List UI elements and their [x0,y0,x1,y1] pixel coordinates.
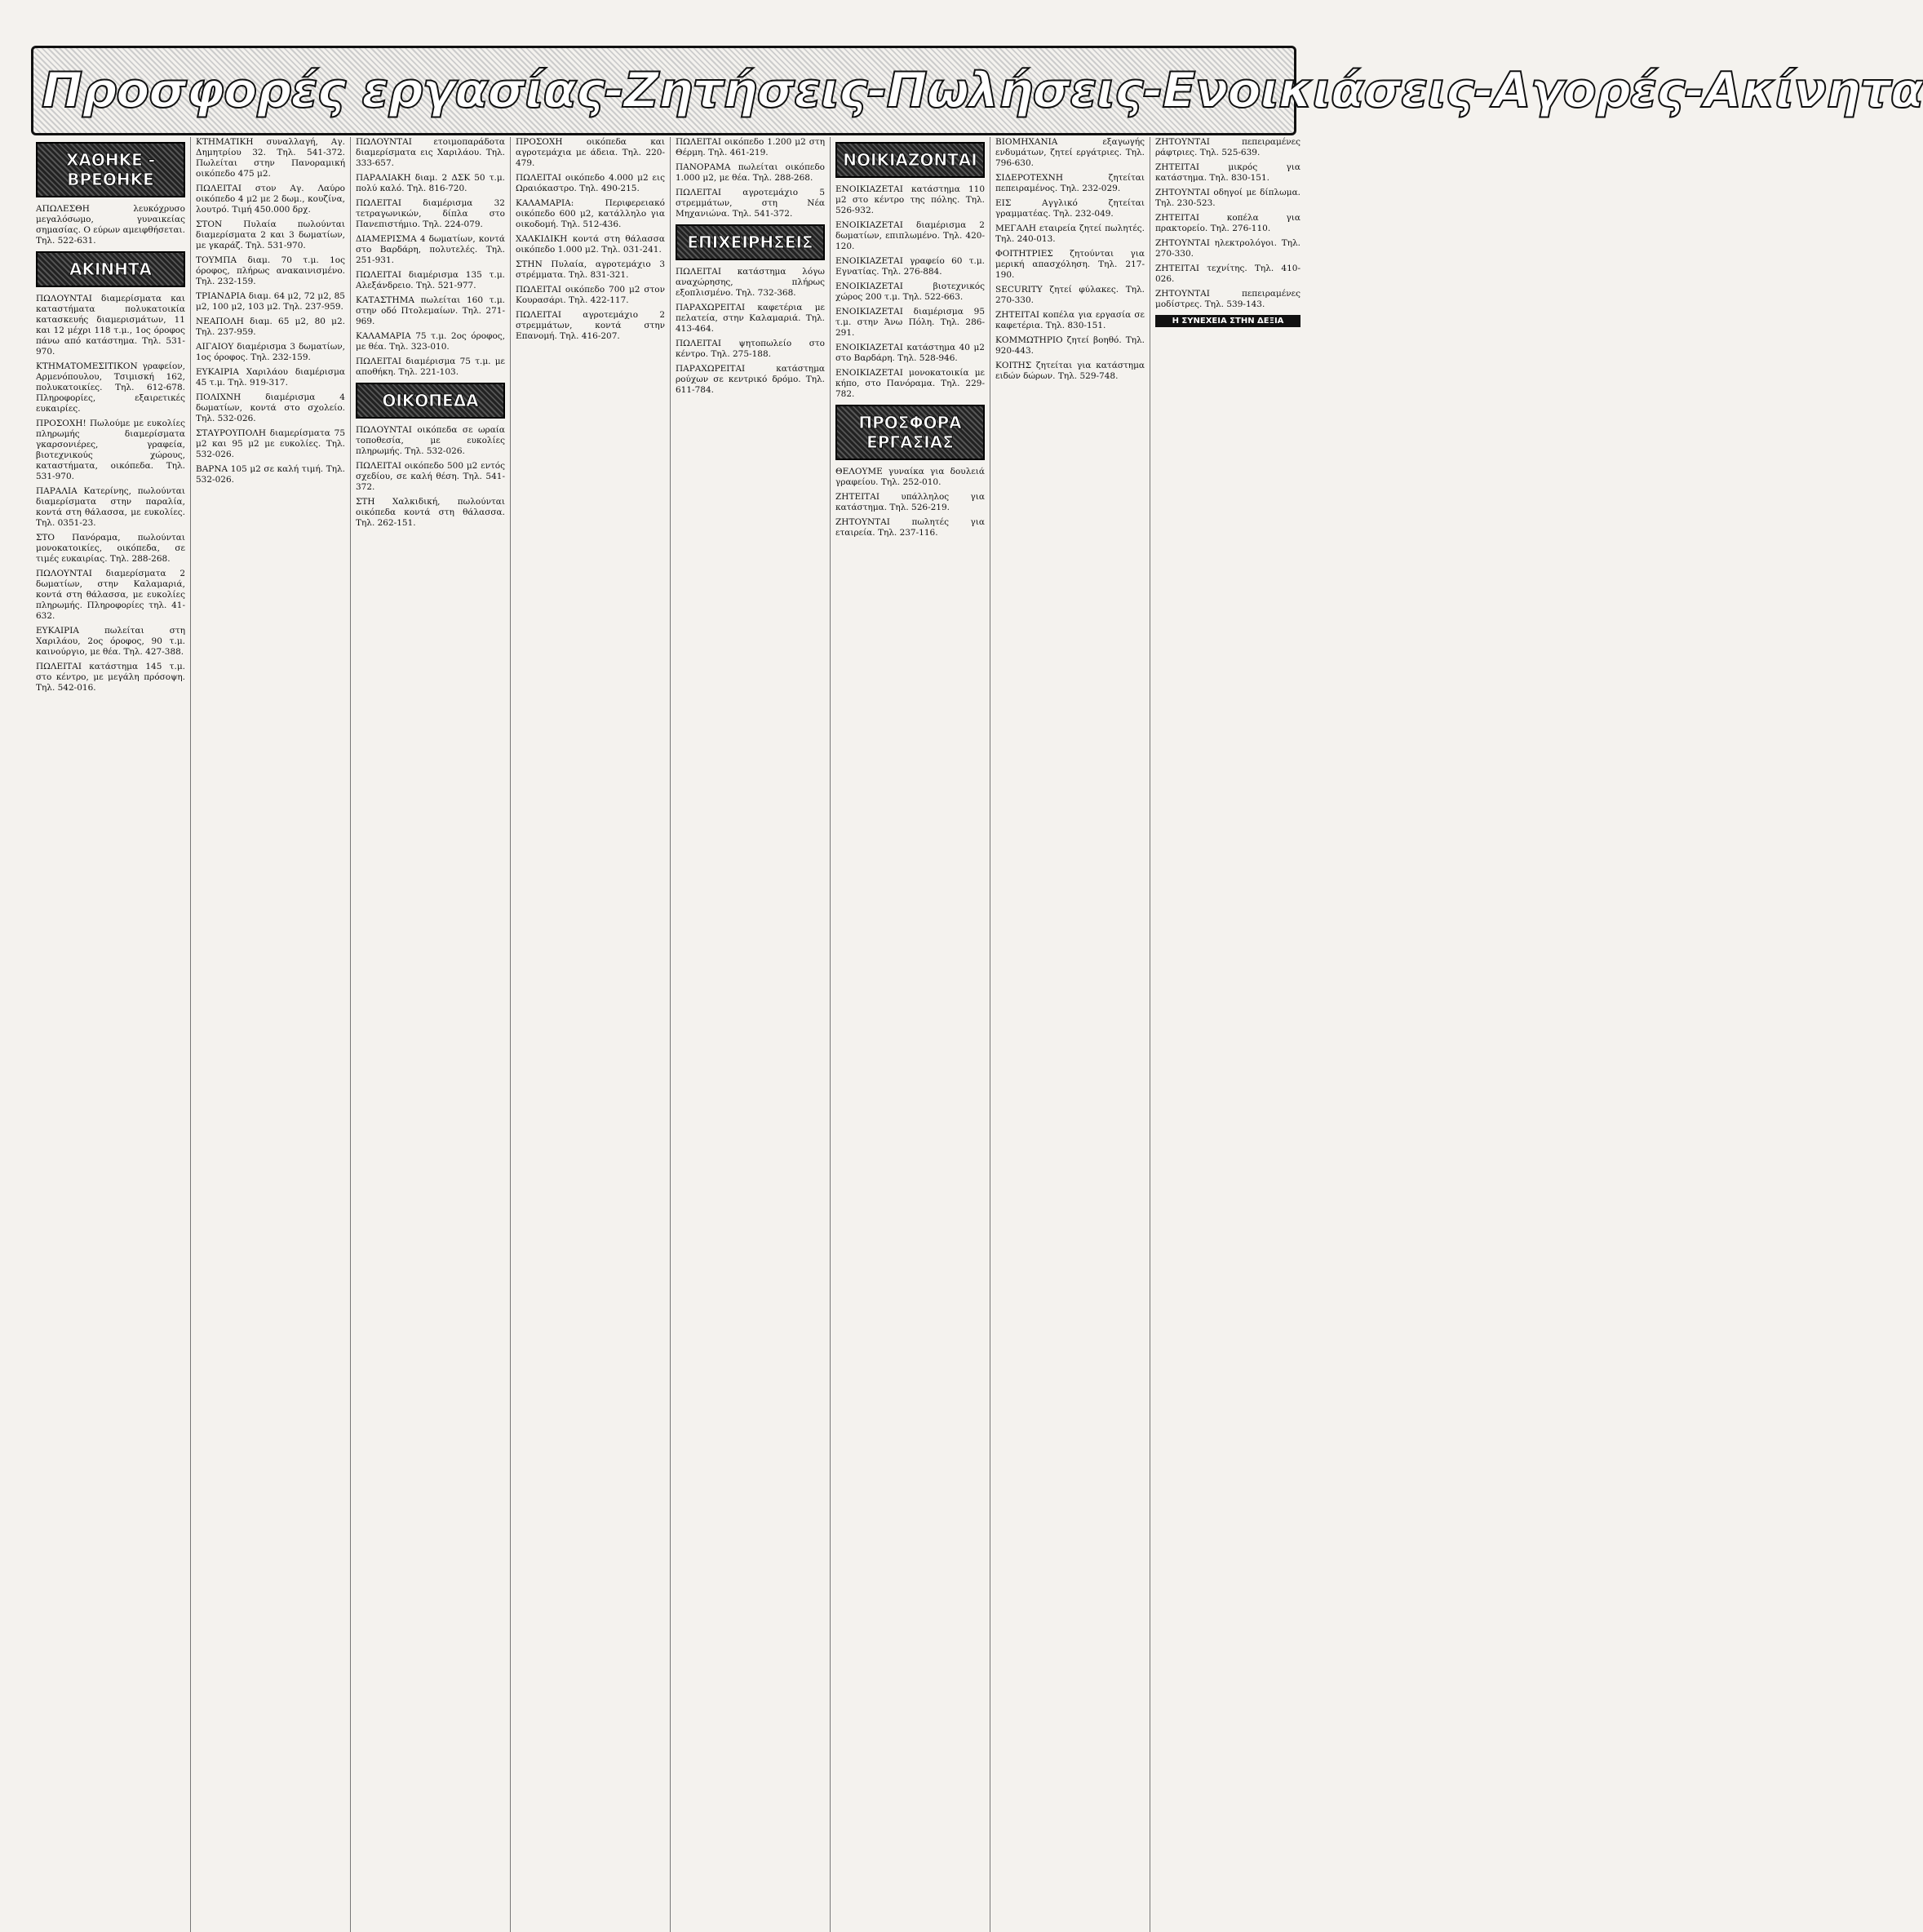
classified-ad: ΑΠΩΛΕΣΘΗ λευκόχρυσο μεγαλόσωμο, γυναικείας σημασίας. Ο εύρων αμειφθήσεται. Τηλ. 522-631. [36,204,185,246]
classified-ad: ΕΙΣ Αγγλικό ζητείται γραμματέας. Τηλ. 232-049. [995,198,1145,219]
classified-ad: ΕΝΟΙΚΙΑΖΕΤΑΙ κατάστημα 110 μ2 στο κέντρο της πόλης. Τηλ. 526-932. [835,184,985,215]
classified-ad: ΖΗΤΟΥΝΤΑΙ πωλητές για εταιρεία. Τηλ. 237-116. [835,517,985,538]
classified-ad: ΠΩΛΕΙΤΑΙ οικόπεδο 4.000 μ2 εις Ωραιόκαστρο. Τηλ. 490-215. [516,173,665,193]
classified-ad: ΚΟΙΤΗΣ ζητείται για κατάστημα ειδών δώρων. Τηλ. 529-748. [995,361,1145,381]
classified-ad: ΠΩΛΟΥΝΤΑΙ διαμερίσματα 2 δωματίων, στην Καλαμαριά, κοντά στη θάλασσα, με ευκολίες πληρωμής. Πληροφορίες τηλ. 41-632. [36,569,185,621]
continuation-note: Η ΣΥΝΕΧΕΙΑ ΣΤΗΝ ΔΕΞΙΑ [1155,315,1300,327]
classified-ad: ΕΥΚΑΙΡΙΑ Χαριλάου διαμέρισμα 45 τ.μ. Τηλ. 919-317. [196,367,345,388]
classified-ad: ΤΡΙΑΝΔΡΙΑ διαμ. 64 μ2, 72 μ2, 85 μ2, 100 μ2, 103 μ2. Τηλ. 237-959. [196,291,345,312]
classified-ad: ΣΤΟΝ Πυλαία πωλούνται διαμερίσματα 2 και 3 δωματίων, με γκαράζ. Τηλ. 531-970. [196,219,345,250]
classified-ad: ΠΩΛΕΙΤΑΙ κατάστημα λόγω αναχώρησης, πλήρως εξοπλισμένο. Τηλ. 732-368. [676,267,825,298]
classified-ad: ΠΑΡΑΛΙΑΚΗ διαμ. 2 ΔΣΚ 50 τ.μ. πολύ καλό. Τηλ. 816-720. [356,173,505,193]
column-2 [191,137,351,1932]
classified-ad: ΖΗΤΕΙΤΑΙ μικρός για κατάστημα. Τηλ. 830-151. [1155,162,1300,183]
classified-ad: ΕΝΟΙΚΙΑΖΕΤΑΙ διαμέρισμα 95 τ.μ. στην Άνω Πόλη. Τηλ. 286-291. [835,307,985,338]
classified-ad: ΣΤΑΥΡΟΥΠΟΛΗ διαμερίσματα 75 μ2 και 95 μ2 με ευκολίες. Τηλ. 532-026. [196,428,345,459]
classified-ad: ΣΤΗΝ Πυλαία, αγροτεμάχιο 3 στρέμματα. Τηλ. 831-321. [516,259,665,280]
classified-ad: ΠΩΛΕΙΤΑΙ αγροτεμάχιο 2 στρεμμάτων, κοντά στην Επανομή. Τηλ. 416-207. [516,310,665,341]
classified-ad: ΜΕΓΑΛΗ εταιρεία ζητεί πωλητές. Τηλ. 240-013. [995,224,1145,244]
classified-ad: ΒΙΟΜΗΧΑΝΙΑ εξαγωγής ενδυμάτων, ζητεί εργάτριες. Τηλ. 796-630. [995,137,1145,168]
classified-ad: ΖΗΤΕΙΤΑΙ υπάλληλος για κατάστημα. Τηλ. 526-219. [835,492,985,512]
classified-ad: ΠΩΛΕΙΤΑΙ διαμέρισμα 32 τετραγωνικών, δίπλα στο Πανεπιστήμιο. Τηλ. 224-079. [356,198,505,229]
classified-ad: ΔΙΑΜΕΡΙΣΜΑ 4 δωματίων, κοντά στο Βαρδάρη, πολυτελές. Τηλ. 251-931. [356,234,505,265]
classified-ad: ΖΗΤΕΙΤΑΙ κοπέλα για εργασία σε καφετέρια. Τηλ. 830-151. [995,310,1145,330]
column-3 [351,137,511,1932]
columns-container [31,137,1305,1932]
classified-ad: ΚΟΜΜΩΤΗΡΙΟ ζητεί βοηθό. Τηλ. 920-443. [995,335,1145,356]
classified-ad: ΣΤΗ Χαλκιδική, πωλούνται οικόπεδα κοντά στη θάλασσα. Τηλ. 262-151. [356,497,505,528]
classified-ad: SECURITY ζητεί φύλακες. Τηλ. 270-330. [995,285,1145,305]
classified-ad: ΕΥΚΑΙΡΙΑ πωλείται στη Χαριλάου, 2ος όροφος, 90 τ.μ. καινούργιο, με θέα. Τηλ. 427-388. [36,626,185,657]
classified-ad: ΕΝΟΙΚΙΑΖΕΤΑΙ διαμέρισμα 2 δωματίων, επιπλωμένο. Τηλ. 420-120. [835,220,985,251]
classified-ad: ΚΑΤΑΣΤΗΜΑ πωλείται 160 τ.μ. στην οδό Πτολεμαίων. Τηλ. 271-969. [356,295,505,326]
column-6 [831,137,990,1932]
classified-ad: ΖΗΤΟΥΝΤΑΙ ηλεκτρολόγοι. Τηλ. 270-330. [1155,238,1300,259]
classified-ad: ΚΤΗΜΑΤΟΜΕΣΙΤΙΚΟΝ γραφείον, Αρμενόπουλου, Τσιμισκή 162, πολυκατοικίες. Τηλ. 612-678. Πληροφορίες, εξαιρετικές ευκαιρίες. [36,361,185,414]
section-header: ΕΠΙΧΕΙΡΗΣΕΙΣ [676,224,825,260]
section-header: ΟΙΚΟΠΕΔΑ [356,383,505,419]
classified-ad: ΕΝΟΙΚΙΑΖΕΤΑΙ κατάστημα 40 μ2 στο Βαρδάρη. Τηλ. 528-946. [835,343,985,363]
section-banner [31,46,1923,135]
classified-ad: ΑΙΓΑΙΟΥ διαμέρισμα 3 δωματίων, 1ος όροφος. Τηλ. 232-159. [196,342,345,362]
classified-ad: ΚΤΗΜΑΤΙΚΗ συναλλαγή, Αγ. Δημητρίου 32. Τηλ. 541-372. Πωλείται στην Πανοραμική οικόπεδο 475 μ2. [196,137,345,179]
classified-ad: ΖΗΤΟΥΝΤΑΙ πεπειραμένες ράφτριες. Τηλ. 525-639. [1155,137,1300,157]
column-7 [990,137,1150,1932]
classified-ad: ΕΝΟΙΚΙΑΖΕΤΑΙ βιοτεχνικός χώρος 200 τ.μ. Τηλ. 522-663. [835,281,985,302]
classified-ad: ΠΩΛΕΙΤΑΙ αγροτεμάχιο 5 στρεμμάτων, στη Νέα Μηχανιώνα. Τηλ. 541-372. [676,188,825,219]
classified-ad: ΤΟΥΜΠΑ διαμ. 70 τ.μ. 1ος όροφος, πλήρως ανακαινισμένο. Τηλ. 232-159. [196,255,345,286]
classified-ad: ΠΩΛΕΙΤΑΙ διαμέρισμα 135 τ.μ. Αλεξάνδρειο. Τηλ. 521-977. [356,270,505,290]
classified-ad: ΕΝΟΙΚΙΑΖΕΤΑΙ μονοκατοικία με κήπο, στο Πανόραμα. Τηλ. 229-782. [835,368,985,399]
classified-ad: ΠΩΛΕΙΤΑΙ στον Αγ. Λαύρο οικόπεδο 4 μ2 με 2 δωμ., κουζίνα, λουτρό. Τιμή 450.000 δρχ. [196,184,345,215]
classified-ad: ΠΑΝΟΡΑΜΑ πωλείται οικόπεδο 1.000 μ2, με θέα. Τηλ. 288-268. [676,162,825,183]
column-4 [511,137,671,1932]
classified-ad: ΠΩΛΟΥΝΤΑΙ οικόπεδα σε ωραία τοποθεσία, με ευκολίες πληρωμής. Τηλ. 532-026. [356,425,505,456]
classified-ad: ΚΑΛΑΜΑΡΙΑ: Περιφερειακό οικόπεδο 600 μ2, κατάλληλο για οικοδομή. Τηλ. 512-436. [516,198,665,229]
classified-ad: ΠΩΛΕΙΤΑΙ κατάστημα 145 τ.μ. στο κέντρο, με μεγάλη πρόσοψη. Τηλ. 542-016. [36,662,185,693]
classified-ad: ΠΩΛΕΙΤΑΙ ψητοπωλείο στο κέντρο. Τηλ. 275-188. [676,339,825,359]
classified-ad: ΣΤΟ Πανόραμα, πωλούνται μονοκατοικίες, οικόπεδα, σε τιμές ευκαιρίας. Τηλ. 288-268. [36,533,185,564]
section-header: ΝΟΙΚΙΑΖΟΝΤΑΙ [835,142,985,178]
classified-ad: ΖΗΤΟΥΝΤΑΙ οδηγοί με δίπλωμα. Τηλ. 230-523. [1155,188,1300,208]
classified-ad: ΠΩΛΕΙΤΑΙ οικόπεδο 1.200 μ2 στη Θέρμη. Τηλ. 461-219. [676,137,825,157]
classified-ad: ΣΙΔΕΡΟΤΕΧΝΗ ζητείται πεπειραμένος. Τηλ. 232-029. [995,173,1145,193]
classified-ad: ΕΝΟΙΚΙΑΖΕΤΑΙ γραφείο 60 τ.μ. Εγνατίας. Τηλ. 276-884. [835,256,985,277]
classified-ad: ΠΩΛΟΥΝΤΑΙ ετοιμοπαράδοτα διαμερίσματα εις Χαριλάου. Τηλ. 333-657. [356,137,505,168]
section-header: ΠΡΟΣΦΟΡΑ ΕΡΓΑΣΙΑΣ [835,405,985,460]
classified-ad: ΠΑΡΑΛΙΑ Κατερίνης, πωλούνται διαμερίσματα στην παραλία, κοντά στη θάλασσα, με ευκολίες. Τηλ. 0351-23. [36,486,185,528]
classified-ad: ΦΟΙΤΗΤΡΙΕΣ ζητούνται για μερική απασχόληση. Τηλ. 217-190. [995,249,1145,280]
classified-ad: ΖΗΤΕΙΤΑΙ κοπέλα για πρακτορείο. Τηλ. 276-110. [1155,213,1300,233]
classified-ad: ΠΩΛΕΙΤΑΙ διαμέρισμα 75 τ.μ. με αποθήκη. Τηλ. 221-103. [356,357,505,377]
classified-ad: ΝΕΑΠΟΛΗ διαμ. 65 μ2, 80 μ2. Τηλ. 237-959. [196,317,345,337]
classified-ad: ΒΑΡΝΑ 105 μ2 σε καλή τιμή. Τηλ. 532-026. [196,464,345,485]
classified-ad: ΖΗΤΕΙΤΑΙ τεχνίτης. Τηλ. 410-026. [1155,264,1300,284]
classified-ad: ΠΩΛΕΙΤΑΙ οικόπεδο 700 μ2 στον Κουρασάρι. Τηλ. 422-117. [516,285,665,305]
classified-ad: ΠΑΡΑΧΩΡΕΙΤΑΙ κατάστημα ρούχων σε κεντρικό δρόμο. Τηλ. 611-784. [676,364,825,395]
classified-ad: ΠΩΛΕΙΤΑΙ οικόπεδο 500 μ2 εντός σχεδίου, σε καλή θέση. Τηλ. 541-372. [356,461,505,492]
classified-ad: ΘΕΛΟΥΜΕ γυναίκα για δουλειά γραφείου. Τηλ. 252-010. [835,467,985,487]
classified-ad: ΚΑΛΑΜΑΡΙΑ 75 τ.μ. 2ος όροφος, με θέα. Τηλ. 323-010. [356,331,505,352]
classified-ad: ΠΟΛΙΧΝΗ διαμέρισμα 4 δωματίων, κοντά στο σχολείο. Τηλ. 532-026. [196,392,345,423]
section-header: ΑΚΙΝΗΤΑ [36,251,185,287]
banner-title: Προσφορές εργασίας-Ζητήσεις-Πωλήσεις-Ενοικιάσεις-Αγορές-Ακίνητα [42,62,1923,119]
classified-ad: ΠΩΛΟΥΝΤΑΙ διαμερίσματα και καταστήματα πολυκατοικία κατασκευής διαμερισμάτων, 11 και 12 μέχρι 118 τ.μ., 1ος όροφος πάνω από κατάστημα. Τηλ. 531-970. [36,294,185,357]
classified-ad: ΠΑΡΑΧΩΡΕΙΤΑΙ καφετέρια με πελατεία, στην Καλαμαριά. Τηλ. 413-464. [676,303,825,334]
column-1 [31,137,191,1932]
classified-ad: ΠΡΟΣΟΧΗ! Πωλούμε με ευκολίες πληρωμής διαμερίσματα γκαρσονιέρες, γραφεία, βιοτεχνικούς χώρους, καταστήματα, οικόπεδα. Τηλ. 531-970. [36,419,185,481]
section-header: ΧΑΘΗΚΕ - ΒΡΕΘΗΚΕ [36,142,185,197]
column-5 [671,137,831,1932]
classified-ad: ΧΑΛΚΙΔΙΚΗ κοντά στη θάλασσα οικόπεδο 1.000 μ2. Τηλ. 031-241. [516,234,665,255]
classified-ad: ΠΡΟΣΟΧΗ οικόπεδα και αγροτεμάχια με άδεια. Τηλ. 220-479. [516,137,665,168]
classified-ad: ΖΗΤΟΥΝΤΑΙ πεπειραμένες μοδίστρες. Τηλ. 539-143. [1155,289,1300,309]
column-8 [1150,137,1305,1932]
